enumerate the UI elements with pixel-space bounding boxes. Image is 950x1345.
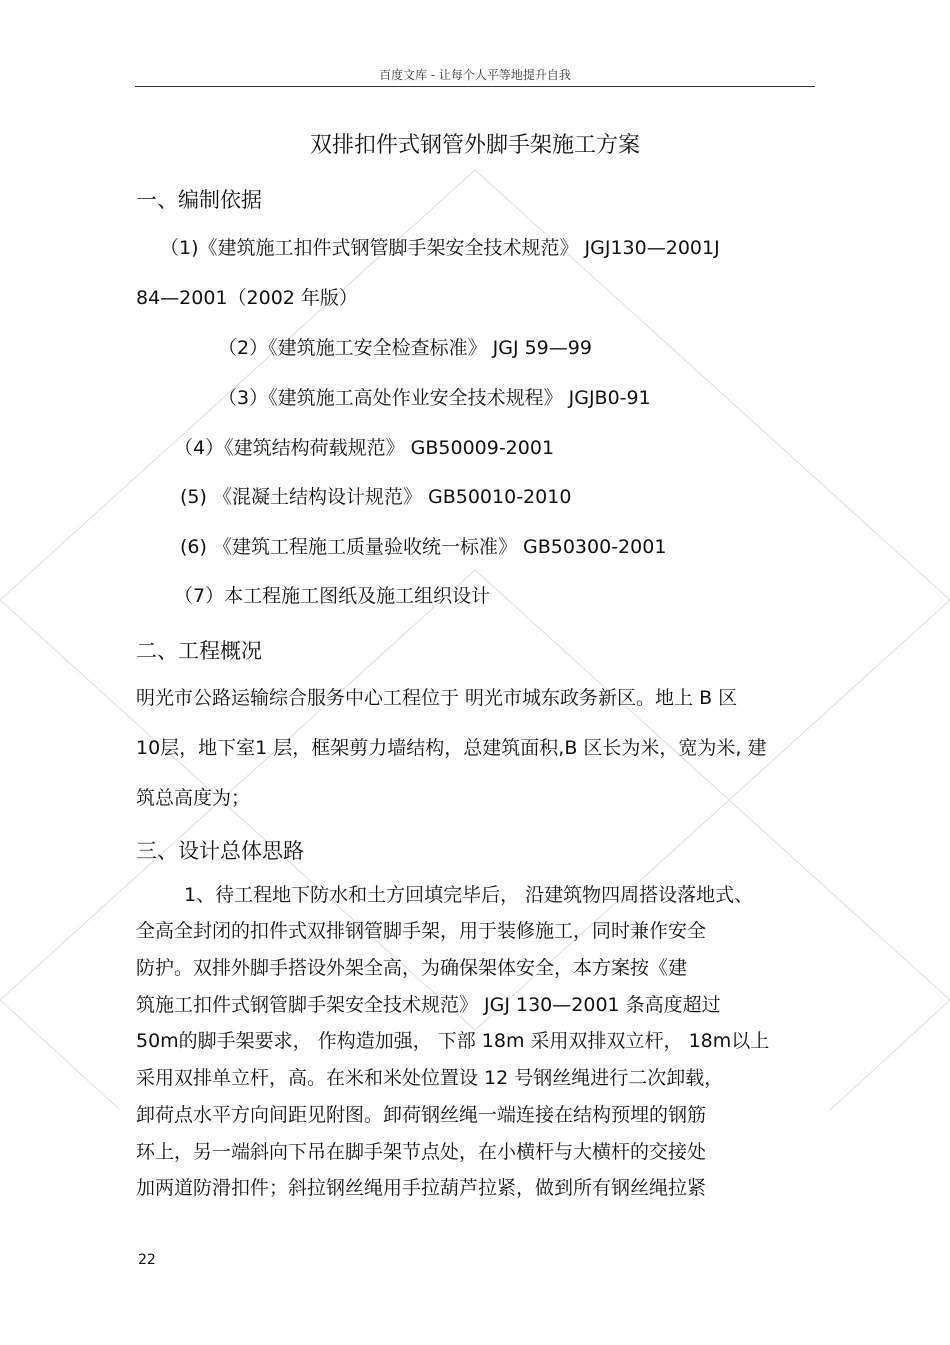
section-heading-overview: 二、工程概况	[136, 639, 262, 663]
section-heading-basis: 一、编制依据	[136, 188, 262, 212]
design-line-9: 加两道防滑扣件；斜拉钢丝绳用手拉葫芦拉紧，做到所有钢丝绳拉紧	[136, 1177, 707, 1199]
page-header: 百度文库 - 让每个人平等地提升自我	[379, 68, 571, 82]
design-line-7: 卸荷点水平方向间距见附图。卸荷钢丝绳一端连接在结构预埋的钢筋	[136, 1104, 707, 1126]
design-line-3: 防护。双排外脚手搭设外架全高，为确保架体安全，本方案按《建	[136, 957, 688, 979]
reference-item-3: （3）《建筑施工高处作业安全技术规程》 JGJB0-91	[218, 387, 651, 409]
design-line-5: 50m的脚手架要求， 作构造加强， 下部 18m 采用双排双立杆， 18m以上	[136, 1030, 770, 1052]
design-line-6: 采用双排单立杆，高。在米和米处位置设 12 号钢丝绳进行二次卸载，	[136, 1067, 724, 1089]
design-line-1: 1、待工程地下防水和土方回填完毕后， 沿建筑物四周搭设落地式、	[184, 884, 754, 906]
design-line-8: 环上，另一端斜向下吊在脚手架节点处，在小横杆与大横杆的交接处	[136, 1141, 707, 1163]
design-line-2: 全高全封闭的扣件式双排钢管脚手架，用于装修施工，同时兼作安全	[136, 920, 707, 942]
overview-line-1: 明光市公路运输综合服务中心工程位于 明光市城东政务新区。地上 B 区	[136, 687, 738, 709]
header-rule	[135, 86, 815, 87]
overview-line-2: 10层，地下室1 层，框架剪力墙结构，总建筑面积,B 区长为米，宽为米, 建	[136, 737, 767, 759]
reference-item-2: （2）《建筑施工安全检查标准》 JGJ 59—99	[218, 337, 592, 359]
reference-item-5: (5) 《混凝土结构设计规范》 GB50010-2010	[180, 486, 572, 508]
section-heading-design: 三、设计总体思路	[136, 839, 304, 863]
reference-item-1: （1)《建筑施工扣件式钢管脚手架安全技术规范》 JGJ130—2001J	[160, 237, 720, 259]
reference-item-7: （7）本工程施工图纸及施工组织设计	[174, 585, 491, 607]
reference-item-4: （4）《建筑结构荷载规范》 GB50009-2001	[174, 437, 555, 459]
reference-item-6: (6) 《建筑工程施工质量验收统一标准》 GB50300-2001	[180, 536, 667, 558]
design-line-4: 筑施工扣件式钢管脚手架安全技术规范》 JGJ 130—2001 条高度超过	[136, 994, 721, 1016]
reference-item-1-cont: 84—2001（2002 年版）	[136, 287, 358, 309]
overview-line-3: 筑总高度为；	[136, 787, 251, 809]
page-number: 22	[138, 1252, 156, 1268]
document-title: 双排扣件式钢管外脚手架施工方案	[309, 133, 640, 158]
